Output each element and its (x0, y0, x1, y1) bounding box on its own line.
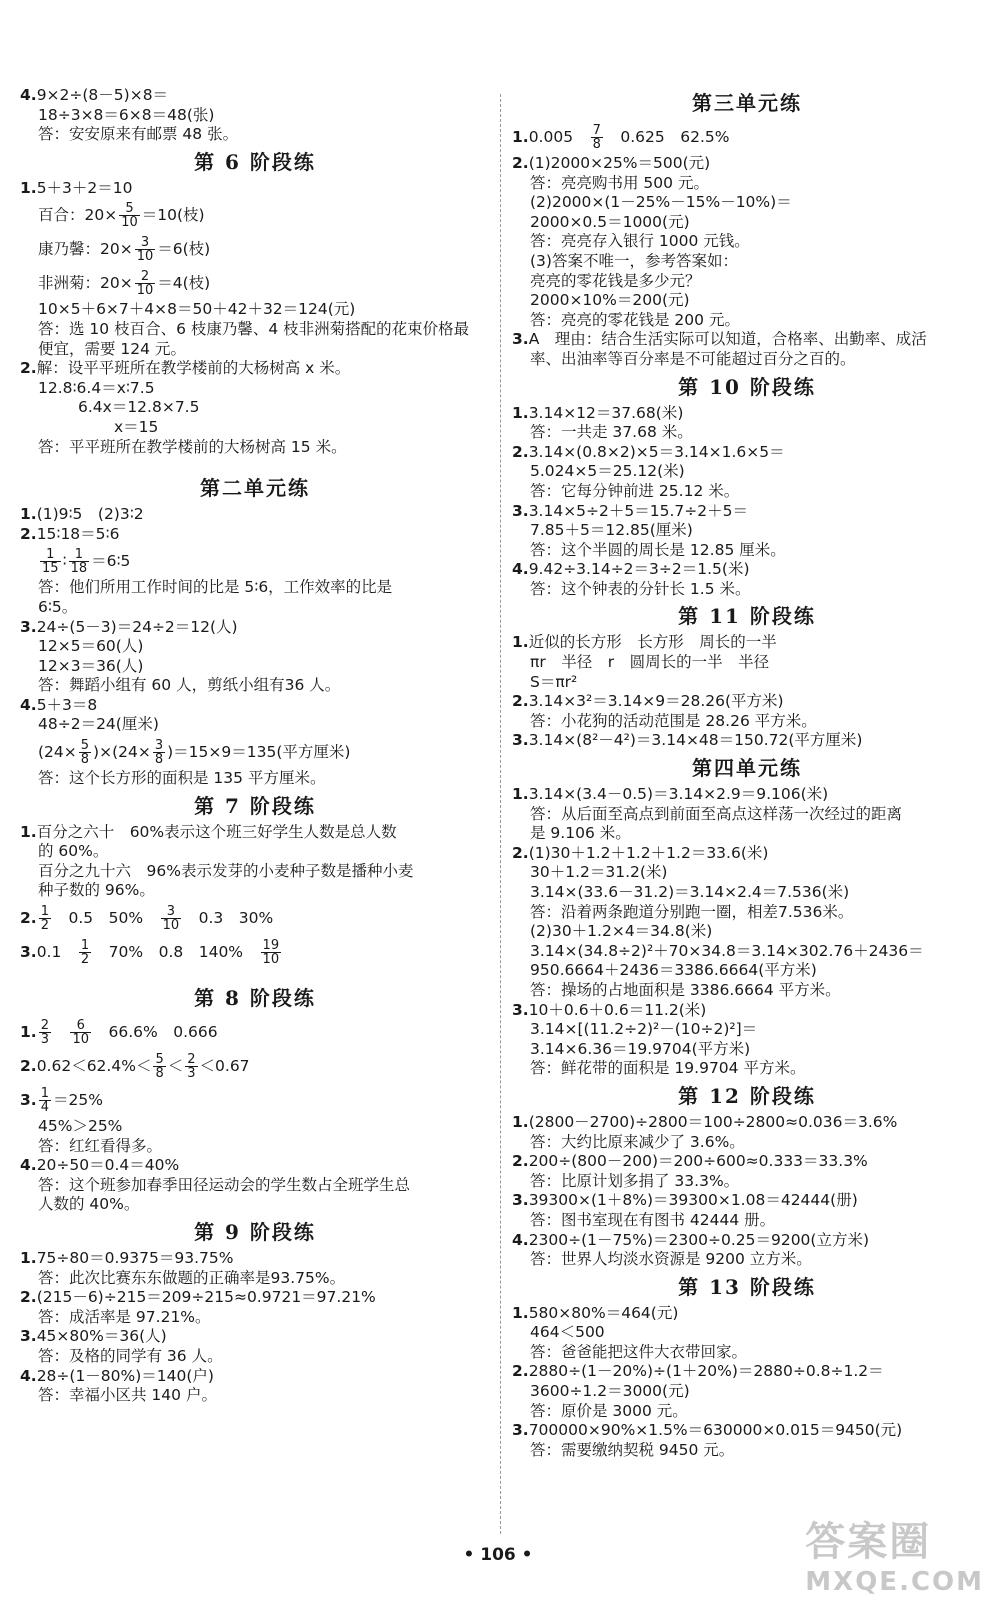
answer-line: 答：亮亮存入银行 1000 元钱。 (530, 232, 750, 251)
answer-line: (1)30＋1.2＋1.2＋1.2＝33.6(米) (528, 843, 769, 862)
answer-line: 解：设平平班所在教学楼前的大杨树高 x 米。 (36, 359, 351, 378)
answer-line: 百分之九十六 96%表示发芽的小麦种子数是播种小麦 (38, 861, 414, 880)
section-heading: 第 10 阶段练 (678, 374, 816, 399)
answer-line: 3.14×(8²－4²)＝3.14×48＝150.72(平方厘米) (528, 731, 863, 750)
answer-line: 答：大约比原来减少了 3.6%。 (530, 1132, 745, 1151)
answer-line: 是 9.106 米。 (530, 824, 631, 843)
item-number: 2. (512, 154, 529, 172)
answer-line: 10＋0.6＋0.6＝11.2(米) (528, 1000, 707, 1019)
answer-line: 9.42÷3.14÷2＝3÷2＝1.5(米) (528, 560, 750, 579)
answer-line: 3.14×[(11.2÷2)²－(10÷2)²]＝ (530, 1020, 758, 1039)
answer-line: 康乃馨：20× $\frac{3}{10}$ ＝6(枝) (38, 235, 211, 265)
answer-line: 75÷80＝0.9375＝93.75% (36, 1249, 234, 1267)
answer-line: 3.14×12＝37.68(米) (528, 403, 684, 422)
answer-line: 3.14×(33.6－31.2)＝3.14×2.4＝7.536(米) (530, 883, 850, 901)
section-heading: 第四单元练 (692, 756, 802, 781)
answer-line: 百分之六十 60%表示这个班三好学生人数是总人数 (36, 822, 397, 841)
answer-line: 3.14×(0.8×2)×5＝3.14×1.6×5＝ (528, 442, 785, 461)
answer-line: 种子数的 96%。 (38, 881, 155, 900)
answer-line: 答：图书室现在有图书 42444 册。 (530, 1210, 776, 1229)
section-heading: 第 6 阶段练 (194, 149, 316, 174)
item-number: 3. (512, 501, 529, 520)
item-number: 3. (512, 1421, 529, 1440)
answer-line: 6.4x＝12.8×7.5 (78, 398, 200, 417)
answer-line: 答：操场的占地面积是 3386.6664 平方米。 (530, 980, 841, 999)
answer-line: 3600÷1.2＝3000(元) (530, 1382, 690, 1401)
section-heading: 第 13 阶段练 (678, 1274, 816, 1299)
column-divider (500, 94, 501, 1534)
answer-line: 答：选 10 枝百合、6 枝康乃馨、4 枝非洲菊搭配的花束价格最 (38, 319, 470, 338)
answer-line: 5＋3＝8 (36, 695, 98, 714)
answer-line: (2800－2700)÷2800＝100÷2800≈0.036＝3.6% (528, 1112, 898, 1131)
answer-line: 率、出油率等百分率是不可能超过百分之百的。 (530, 349, 856, 368)
answer-line: 6∶5。 (38, 597, 78, 616)
item-number: 3. (20, 1327, 37, 1346)
answer-line: 答：平平班所在教学楼前的大杨树高 15 米。 (38, 437, 347, 456)
answer-line: 2000×10%＝200(元) (530, 291, 690, 310)
section-heading: 第 11 阶段练 (678, 604, 816, 629)
answer-line: 百合：20× $\frac{5}{10}$ ＝10(枝) (38, 201, 205, 231)
item-number: 2. (512, 1152, 529, 1171)
answer-line: (3)答案不唯一，参考答案如： (530, 251, 738, 270)
answer-line: 答：爸爸能把这件大衣带回家。 (530, 1342, 748, 1361)
answer-line: 700000×90%×1.5%＝630000×0.015＝9450(元) (528, 1421, 903, 1440)
item-number: 3. (512, 731, 529, 750)
section-heading: 第 7 阶段练 (194, 793, 316, 818)
answer-line: 950.6664＋2436＝3386.6664(平方米) (530, 961, 817, 980)
item-number: 3. (20, 617, 37, 636)
section-heading: 第 12 阶段练 (678, 1083, 816, 1108)
answer-line: 10×5＋6×7＋4×8＝50＋42＋32＝124(元) (38, 300, 356, 319)
answer-line: 答：安安原来有邮票 48 张。 (38, 125, 239, 144)
answer-line: 580×80%＝464(元) (528, 1303, 679, 1322)
answer-line: 48÷2＝24(厘米) (38, 715, 159, 734)
answer-line: 12.8∶6.4＝x∶7.5 (38, 378, 155, 397)
answer-line: 答：红红看得多。 (38, 1136, 163, 1155)
answer-line: 答：鲜花带的面积是 19.9704 平方米。 (530, 1059, 806, 1078)
answer-line: 答：这个钟表的分针长 1.5 米。 (530, 579, 751, 598)
answer-line: 39300×(1＋8%)＝39300×1.08＝42444(册) (528, 1191, 858, 1210)
item-number: 4. (20, 86, 37, 104)
right-column (512, 86, 982, 1460)
item-number: 1. (512, 633, 529, 652)
answer-line: 45%＞25% (38, 1117, 123, 1136)
answer-line: 3.14×(34.8÷2)²＋70×34.8＝3.14×302.76＋2436＝ (530, 941, 924, 960)
answer-line: x＝15 (114, 417, 159, 436)
answer-line: 答：它每分钟前进 25.12 米。 (530, 481, 740, 500)
watermark: 答案圈 MXQE.COM (805, 1519, 984, 1597)
answer-line: 便宜，需要 124 元。 (38, 339, 186, 358)
answer-line: 3.14×6.36＝19.9704(平方米) (530, 1039, 751, 1058)
answer-line: 答：舞蹈小组有 60 人，剪纸小组有36 人。 (38, 676, 341, 695)
answer-line: 答：成活率是 97.21%。 (38, 1307, 211, 1326)
answer-line: 2300÷(1－75%)＝2300÷0.25＝9200(立方米) (528, 1230, 870, 1249)
answer-line: 答：世界人均淡水资源是 9200 立方米。 (530, 1250, 812, 1269)
answer-line: 人数的 40%。 (38, 1195, 140, 1214)
answer-line: (1)2000×25%＝500(元) (528, 154, 711, 172)
item-number: 1. (512, 1112, 529, 1131)
answer-line: 12×3＝36(人) (38, 656, 144, 675)
answer-line: 45×80%＝36(人) (36, 1327, 167, 1346)
item-number: 3. (512, 330, 529, 349)
item-number: 1. (512, 1303, 529, 1322)
answer-line: 答：沿着两条跑道分别跑一圈，相差7.536米。 (530, 902, 854, 921)
item-number: 1. (20, 1249, 37, 1267)
item-number: 1. (20, 178, 37, 197)
item-number: 2. (512, 843, 529, 862)
answer-line: 464＜500 (530, 1323, 605, 1342)
answer-line: 答：从后面至高点到前面至高点这样荡一次经过的距离 (530, 804, 903, 823)
answer-line: (2)2000×(1－25%－15%－10%)＝ (530, 193, 792, 212)
answer-line: 3.14×3²＝3.14×9＝28.26(平方米) (528, 692, 784, 711)
section-heading: 第 8 阶段练 (194, 986, 316, 1011)
item-number: 3. (512, 1000, 529, 1019)
item-number: 2. (512, 442, 529, 461)
item-number: 2. (20, 1288, 37, 1307)
answer-line: 15∶18＝5∶6 (36, 524, 120, 543)
answer-line: 18÷3×8＝6×8＝48(张) (38, 105, 215, 124)
item-number: 1. (20, 505, 37, 524)
answer-line: 答：这个班参加春季田径运动会的学生数占全班学生总 (38, 1175, 411, 1194)
item-number: 4. (20, 1366, 37, 1385)
answer-line: 答：幸福小区共 140 户。 (38, 1386, 217, 1405)
answer-line: 2.0.62＜62.4%＜ $\frac{5}{8}$ ＜ $\frac{2}{3}$ ＜0.67 (20, 1052, 250, 1082)
answer-line: 答：原价是 3000 元。 (530, 1401, 688, 1420)
answer-line: 答：亮亮的零花钱是 200 元。 (530, 310, 740, 329)
answer-line: (2)30＋1.2×4＝34.8(米) (530, 922, 713, 941)
item-number: 2. (512, 1362, 529, 1381)
answer-line: 2. $\frac{1}{2}$ 0.5 50% $\frac{3}{10}$ 0.3 30% (20, 904, 274, 934)
answer-line: 答：亮亮购书用 500 元。 (530, 173, 709, 192)
answer-line: 9×2÷(8－5)×8＝ (36, 86, 169, 104)
answer-line: 2880÷(1－20%)÷(1＋20%)＝2880÷0.8÷1.2＝ (528, 1362, 884, 1381)
item-number: 2. (512, 692, 529, 711)
answer-line: $\frac{1}{15}$ ∶ $\frac{1}{18}$ ＝6∶5 (42, 547, 131, 577)
item-number: 4. (512, 560, 529, 579)
answer-line: 答：小花狗的活动范围是 28.26 平方米。 (530, 711, 817, 730)
item-number: 2. (20, 524, 37, 543)
answer-line: 答：比原计划多捐了 33.3%。 (530, 1171, 740, 1190)
item-number: 4. (20, 695, 37, 714)
item-number: 1. (512, 403, 529, 422)
answer-line: 12×5＝60(人) (38, 637, 144, 656)
answer-line: 3.0.1 $\frac{1}{2}$ 70% 0.8 140% $\frac{19}{10}$ (20, 938, 280, 968)
answer-line: 答：一共走 37.68 米。 (530, 423, 693, 442)
answer-line: (24× $\frac{5}{8}$ )×(24× $\frac{3}{8}$ )＝15×9＝135(平方厘米) (38, 738, 351, 768)
answer-line: S＝πr² (530, 672, 578, 691)
answer-line: 3.14×5÷2＋5＝15.7÷2＋5＝ (528, 501, 748, 520)
answer-line: 24÷(5－3)＝24÷2＝12(人) (36, 617, 238, 636)
answer-line: 1.0.005 $\frac{7}{8}$ 0.625 62.5% (512, 123, 730, 152)
section-heading: 第二单元练 (200, 476, 310, 501)
answer-line: 200÷(800－200)＝200÷600≈0.333＝33.3% (528, 1152, 868, 1171)
answer-line: 30＋1.2＝31.2(米) (530, 863, 668, 882)
answer-line: 答：此次比赛东东做题的正确率是93.75%。 (38, 1268, 346, 1287)
item-number: 1. (512, 785, 529, 804)
answer-line: 3. $\frac{1}{4}$ ＝25% (20, 1086, 103, 1116)
answer-line: A 理由：结合生活实际可以知道，合格率、出勤率、成活 (528, 330, 927, 349)
item-number: 2. (20, 359, 37, 378)
answer-line: 答：这个半圆的周长是 12.85 厘米。 (530, 540, 786, 559)
item-number: 4. (20, 1156, 37, 1175)
item-number: 4. (512, 1230, 529, 1249)
answer-line: (215－6)÷215＝209÷215≈0.9721＝97.21% (36, 1288, 376, 1307)
answer-line: 5＋3＋2＝10 (36, 178, 133, 197)
item-number: 1. (20, 822, 37, 841)
answer-line: 非洲菊：20× $\frac{2}{10}$ ＝4(枝) (38, 269, 211, 299)
answer-line: πr 半径 r 圆周长的一半 半径 (530, 653, 770, 672)
item-number: 3. (512, 1191, 529, 1210)
section-heading: 第 9 阶段练 (194, 1220, 316, 1244)
answer-line: 答：这个长方形的面积是 135 平方厘米。 (38, 769, 326, 788)
answer-line: 1. $\frac{2}{3}$ $\frac{6}{10}$ 66.6% 0.666 (20, 1018, 218, 1048)
answer-line: 答：及格的同学有 36 人。 (38, 1346, 223, 1365)
section-heading: 第三单元练 (692, 91, 802, 115)
answer-line: 7.85＋5＝12.85(厘米) (530, 521, 693, 540)
answer-line: 5.024×5＝25.12(米) (530, 462, 685, 481)
answer-line: 答：他们所用工作时间的比是 5∶6，工作效率的比是 (38, 578, 393, 597)
answer-line: 20÷50＝0.4＝40% (36, 1156, 180, 1175)
answer-line: 亮亮的零花钱是多少元？ (530, 271, 701, 290)
answer-line: 近似的长方形 长方形 周长的一半 (528, 633, 777, 652)
answer-line: 的 60%。 (38, 842, 109, 861)
answer-line: (1)9∶5 (2)3∶2 (36, 505, 144, 524)
answer-line: 3.14×(3.4－0.5)＝3.14×2.9＝9.106(米) (528, 785, 829, 804)
answer-line: 28÷(1－80%)＝140(户) (36, 1366, 214, 1385)
left-column (20, 86, 490, 1406)
answer-line: 2000×0.5＝1000(元) (530, 212, 690, 231)
answer-line: 答：需要缴纳契税 9450 元。 (530, 1440, 735, 1459)
page-number: • 106 • (463, 1545, 533, 1565)
